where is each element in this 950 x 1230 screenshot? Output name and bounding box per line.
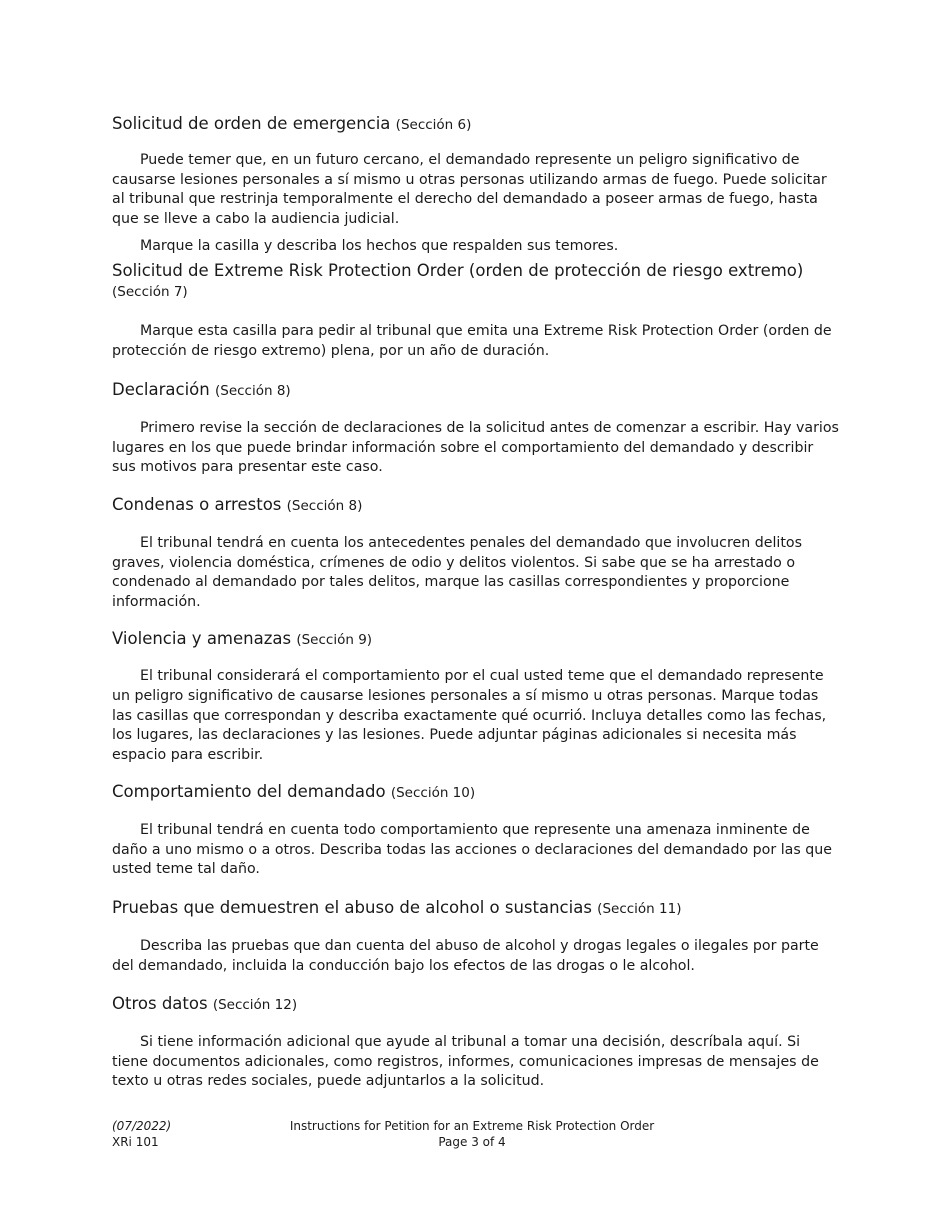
section-convictions: [112, 495, 840, 612]
section-heading: [112, 380, 840, 401]
footer-doc-title: Instructions for Petition for an Extreme Risk Protection Order: [289, 1119, 655, 1133]
section-title: Condenas o arrestos: [112, 494, 282, 514]
section-erpo-request: [112, 261, 840, 361]
section-ref: (Sección 8): [286, 497, 363, 514]
section-title: Violencia y amenazas: [112, 629, 292, 649]
page-content: [112, 112, 840, 1092]
footer-doc-info: [222, 1118, 722, 1150]
section-title: Otros datos: [112, 994, 208, 1014]
section-emergency-order: [112, 114, 840, 257]
section-violence-threats: [112, 629, 840, 765]
section-ref: (Sección 8): [214, 383, 291, 400]
section-heading: [112, 994, 840, 1015]
paragraph: El tribunal tendrá en cuenta todo comportamiento que represente una amenaza inminente de daño a uno mismo o a otros. Describa todas las acciones o declaraciones del demandado por las que usted teme tal daño.: [112, 822, 832, 878]
section-title: Solicitud de Extreme Risk Protection Order (orden de protección de riesgo extremo): [112, 260, 804, 280]
footer-page-number: Page 3 of 4: [438, 1135, 506, 1149]
section-ref: (Sección 7): [112, 283, 188, 300]
section-title: Declaración: [112, 380, 210, 400]
paragraph: El tribunal considerará el comportamiento por el cual usted teme que el demandado represente un peligro significativo de causarse lesiones personales a sí mismo u otras personas. Marque todas las casillas que correspondan y describa exactamente qué ocurrió. Incluya detalles como las fechas, los lugares, las declaraciones y las lesiones. Puede adjuntar páginas adicionales si necesita más espacio para escribir.: [112, 668, 827, 763]
section-heading: [112, 898, 840, 919]
section-substance-abuse: [112, 898, 840, 976]
section-ref: (Sección 11): [597, 901, 682, 918]
section-heading: [112, 782, 840, 803]
section-ref: (Sección 9): [296, 632, 373, 649]
footer-form-info: [112, 1118, 171, 1150]
section-title: Comportamiento del demandado: [112, 782, 386, 802]
section-title: Pruebas que demuestren el abuso de alcohol o sustancias: [112, 898, 592, 918]
section-heading: [112, 261, 840, 302]
section-heading: [112, 495, 840, 516]
paragraph: Puede temer que, en un futuro cercano, el demandado represente un peligro significativo de causarse lesiones personales a sí mismo u otras personas utilizando armas de fuego. Puede solicitar al tribunal que restrinja temporalmente el derecho del demandado a poseer armas de fuego, hasta que se lleve a cabo la audiencia judicial.: [112, 152, 827, 227]
section-ref: (Sección 6): [395, 117, 472, 133]
paragraph: Marque la casilla y describa los hechos que respalden sus temores.: [140, 238, 619, 255]
section-declaration: [112, 380, 840, 478]
section-title: Solicitud de orden de emergencia: [112, 114, 391, 133]
section-respondent-behavior: [112, 782, 840, 880]
section-ref: (Sección 12): [212, 997, 298, 1014]
section-heading: [112, 629, 840, 650]
section-ref: (Sección 10): [390, 785, 476, 802]
paragraph: Marque esta casilla para pedir al tribunal que emita una Extreme Risk Protection Order (orden de protección de riesgo extremo) plena, por un año de duración.: [112, 322, 832, 359]
section-heading: [112, 114, 840, 135]
footer-date: (07/2022): [112, 1119, 172, 1133]
paragraph: El tribunal tendrá en cuenta los antecedentes penales del demandado que involucren delitos graves, violencia doméstica, crímenes de odio y delitos violentos. Si sabe que se ha arrestado o condenado al demandado por tales delitos, marque las casillas correspondientes y proporcione información.: [112, 534, 802, 610]
paragraph: Describa las pruebas que dan cuenta del abuso de alcohol y drogas legales o ilegales por parte del demandado, incluida la conducción bajo los efectos de las drogas o le alcohol.: [112, 938, 819, 974]
paragraph: Si tiene información adicional que ayude al tribunal a tomar una decisión, descríbala aquí. Si tiene documentos adicionales, como registros, informes, comunicaciones impresas de mensajes de texto u otras redes sociales, puede adjuntarlos a la solicitud.: [112, 1034, 819, 1090]
footer-form-code: XRi 101: [112, 1135, 159, 1149]
paragraph: Primero revise la sección de declaraciones de la solicitud antes de comenzar a escribir. Hay varios lugares en los que puede brindar información sobre el comportamiento del demandado y describir sus motivos para presentar este caso.: [112, 420, 839, 476]
section-other-data: [112, 994, 840, 1092]
